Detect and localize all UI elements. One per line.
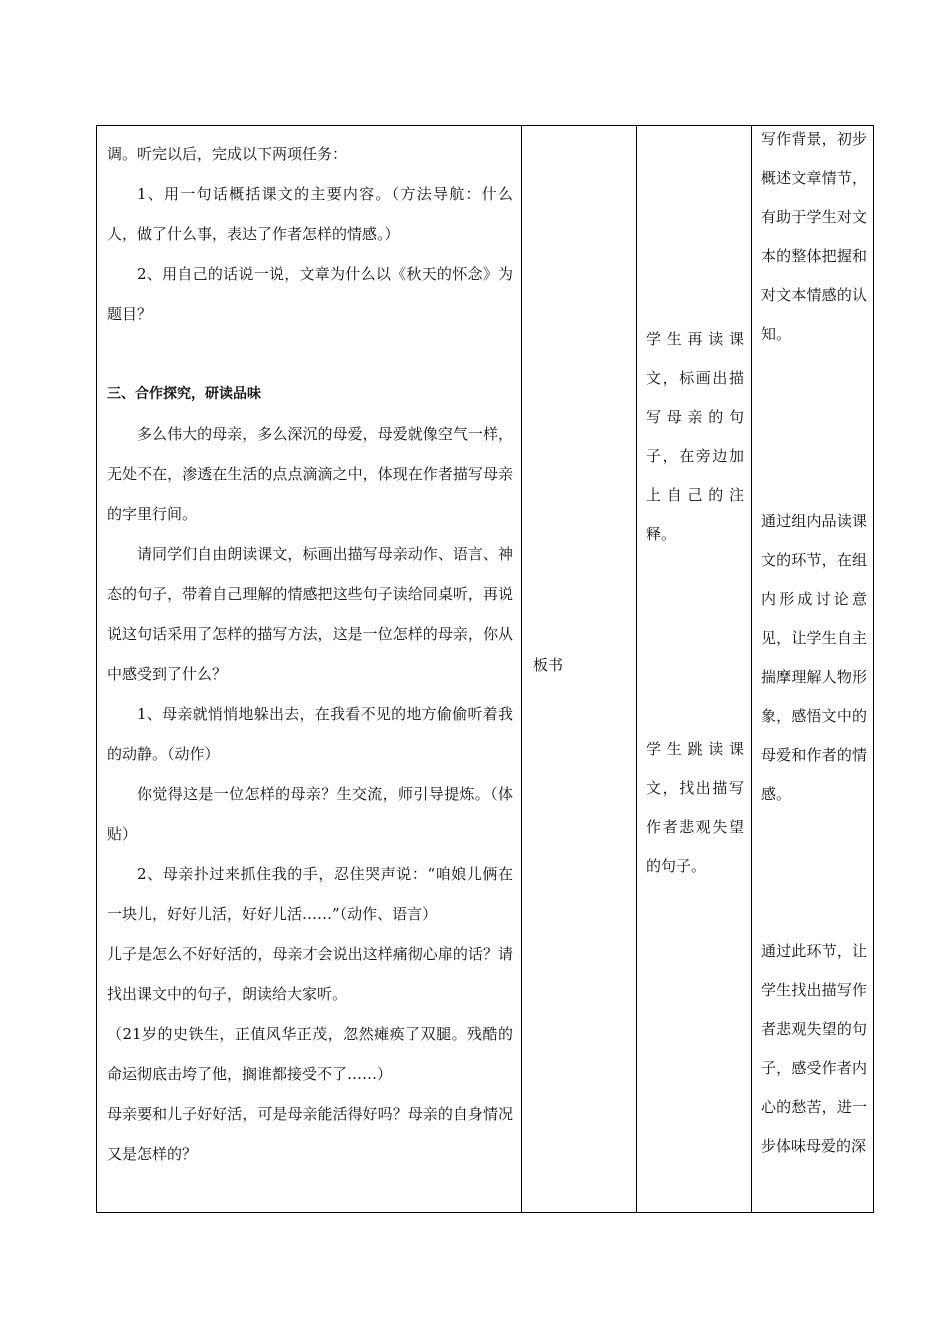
background-note: （21岁的史铁生，正值风华正茂，忽然瘫痪了双腿。残酷的命运彻底击垮了他，搁谁都接受不了……） [107,1025,513,1083]
design-intent-1: 写作背景，初步概述文章情节，有助于学生对文本的整体把握和对文本情感的认知。 [761,130,867,343]
intro-paragraph: 多么伟大的母亲，多么深沉的母爱，母爱就像空气一样，无处不在，渗透在生活的点点滴滴之中，体现在作者描写母亲的字里行间。 [107,425,513,523]
student-activity-2: 学生跳读课文，找出描写作者悲观失望的句子。 [646,740,744,875]
student-activity-column [637,126,751,1212]
student-activity-1: 学生再读课文，标画出描写母亲的句子，在旁边加上自己的注释。 [646,330,744,543]
task-2: 2、用自己的话说一说，文章为什么以《秋天的怀念》为题目？ [107,265,513,323]
design-intent-2: 通过组内品读课文的环节，在组内形成讨论意见，让学生自主揣摩理解人物形象，感悟文中的母爱和作者的情感。 [761,512,867,803]
section-heading: 三、合作探究，研读品味 [107,386,261,402]
board-column [522,126,636,1212]
board-label: 板书 [533,656,564,674]
lesson-plan-table [96,125,874,1213]
example-2: 2、母亲扑过来抓住我的手，忍住哭声说：“咱娘儿俩在一块儿，好好儿活，好好儿活……”（动作、语言） [107,865,513,923]
design-intent-column [752,126,874,1212]
design-intent-3: 通过此环节，让学生找出描写作者悲观失望的句子，感受作者内心的愁苦，进一步体味母爱的深 [761,942,867,1155]
content-line: 调。听完以后，完成以下两项任务： [107,145,348,163]
instruction-paragraph: 请同学们自由朗读课文，标画出描写母亲动作、语言、神态的句子，带着自己理解的情感把这些句子读给同桌听，再说说这句话采用了怎样的描写方法，这是一位怎样的母亲，你从中感受到了什么？ [107,545,513,683]
question-2: 儿子是怎么不好好活的，母亲才会说出这样痛彻心扉的话？请找出课文中的句子，朗读给大家听。 [107,945,513,1003]
question-1: 你觉得这是一位怎样的母亲？生交流，师引导提炼。（体贴） [107,785,513,843]
question-3: 母亲要和儿子好好活，可是母亲能活得好吗？母亲的自身情况又是怎样的？ [107,1105,513,1163]
example-1: 1、母亲就悄悄地躲出去，在我看不见的地方偷偷听着我的动静。（动作） [107,705,513,763]
teaching-content-column [97,126,521,1212]
task-1: 1、用一句话概括课文的主要内容。（方法导航：什么人，做了什么事，表达了作者怎样的情感。） [107,185,513,243]
